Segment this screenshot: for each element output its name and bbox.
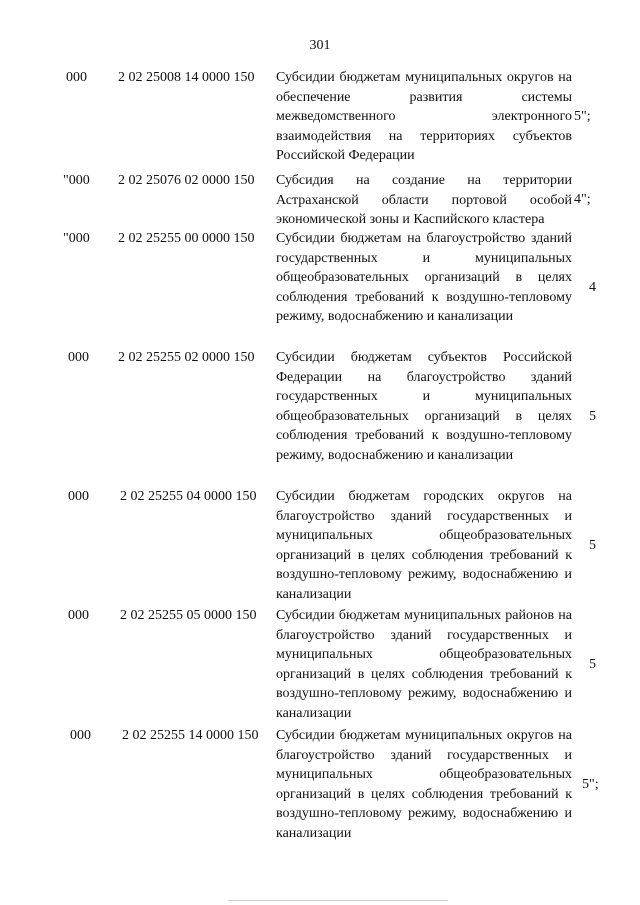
description-cell: Субсидии бюджетам на благоустройство зданий государственных и муниципальных общеобразовательных организаций в целях соблюдения требований к воздушно-тепловому режиму, водоснабжению и канализации: [276, 231, 572, 324]
value-cell: 5: [589, 538, 596, 553]
kbk-cell: 2 02 25255 14 0000 150: [122, 728, 259, 743]
code-cell: 000: [70, 728, 91, 743]
kbk-cell: 2 02 25008 14 0000 150: [118, 70, 255, 85]
kbk-cell: 2 02 25255 02 0000 150: [118, 350, 255, 365]
scan-edge-line: [228, 900, 448, 901]
code-cell: "000: [63, 231, 90, 246]
page-number: 301: [309, 38, 331, 53]
value-cell: 5";: [574, 109, 591, 124]
code-cell: 000: [68, 608, 89, 623]
description-cell: Субсидии бюджетам муниципальных округов на обеспечение развития системы межведомственного электронного взаимодействия на территориях субъектов Российской Федерации: [276, 70, 572, 163]
kbk-cell: 2 02 25255 00 0000 150: [118, 231, 255, 246]
value-cell: 5: [589, 409, 596, 424]
kbk-cell: 2 02 25076 02 0000 150: [118, 173, 255, 188]
value-cell: 5: [589, 657, 596, 672]
description-cell: Субсидии бюджетам субъектов Российской Федерации на благоустройство зданий государственных и муниципальных общеобразовательных организаций в целях соблюдения требований к воздушно-тепловому режиму, водоснабжению и канализации: [276, 350, 572, 463]
description-cell: Субсидии бюджетам муниципальных районов на благоустройство зданий государственных и муниципальных общеобразовательных организаций в целях соблюдения требований к воздушно-тепловому режиму, водоснабжению и канализации: [276, 608, 572, 721]
code-cell: 000: [68, 350, 89, 365]
code-cell: 000: [66, 70, 87, 85]
description-cell: Субсидия на создание на территории Астраханской области портовой особой экономической зоны и Каспийского кластера: [276, 173, 572, 227]
value-cell: 5";: [582, 777, 599, 792]
code-cell: 000: [68, 489, 89, 504]
value-cell: 4";: [574, 192, 591, 207]
value-cell: 4: [589, 280, 596, 295]
description-cell: Субсидии бюджетам городских округов на благоустройство зданий государственных и муниципальных общеобразовательных организаций в целях соблюдения требований к воздушно-тепловому режиму, водоснабжению и канализации: [276, 489, 572, 602]
kbk-cell: 2 02 25255 04 0000 150: [120, 489, 257, 504]
description-cell: Субсидии бюджетам муниципальных округов на благоустройство зданий государственных и муниципальных общеобразовательных организаций в целях соблюдения требований к воздушно-тепловому режиму, водоснабжению и канализации: [276, 728, 572, 841]
kbk-cell: 2 02 25255 05 0000 150: [120, 608, 257, 623]
code-cell: "000: [63, 173, 90, 188]
